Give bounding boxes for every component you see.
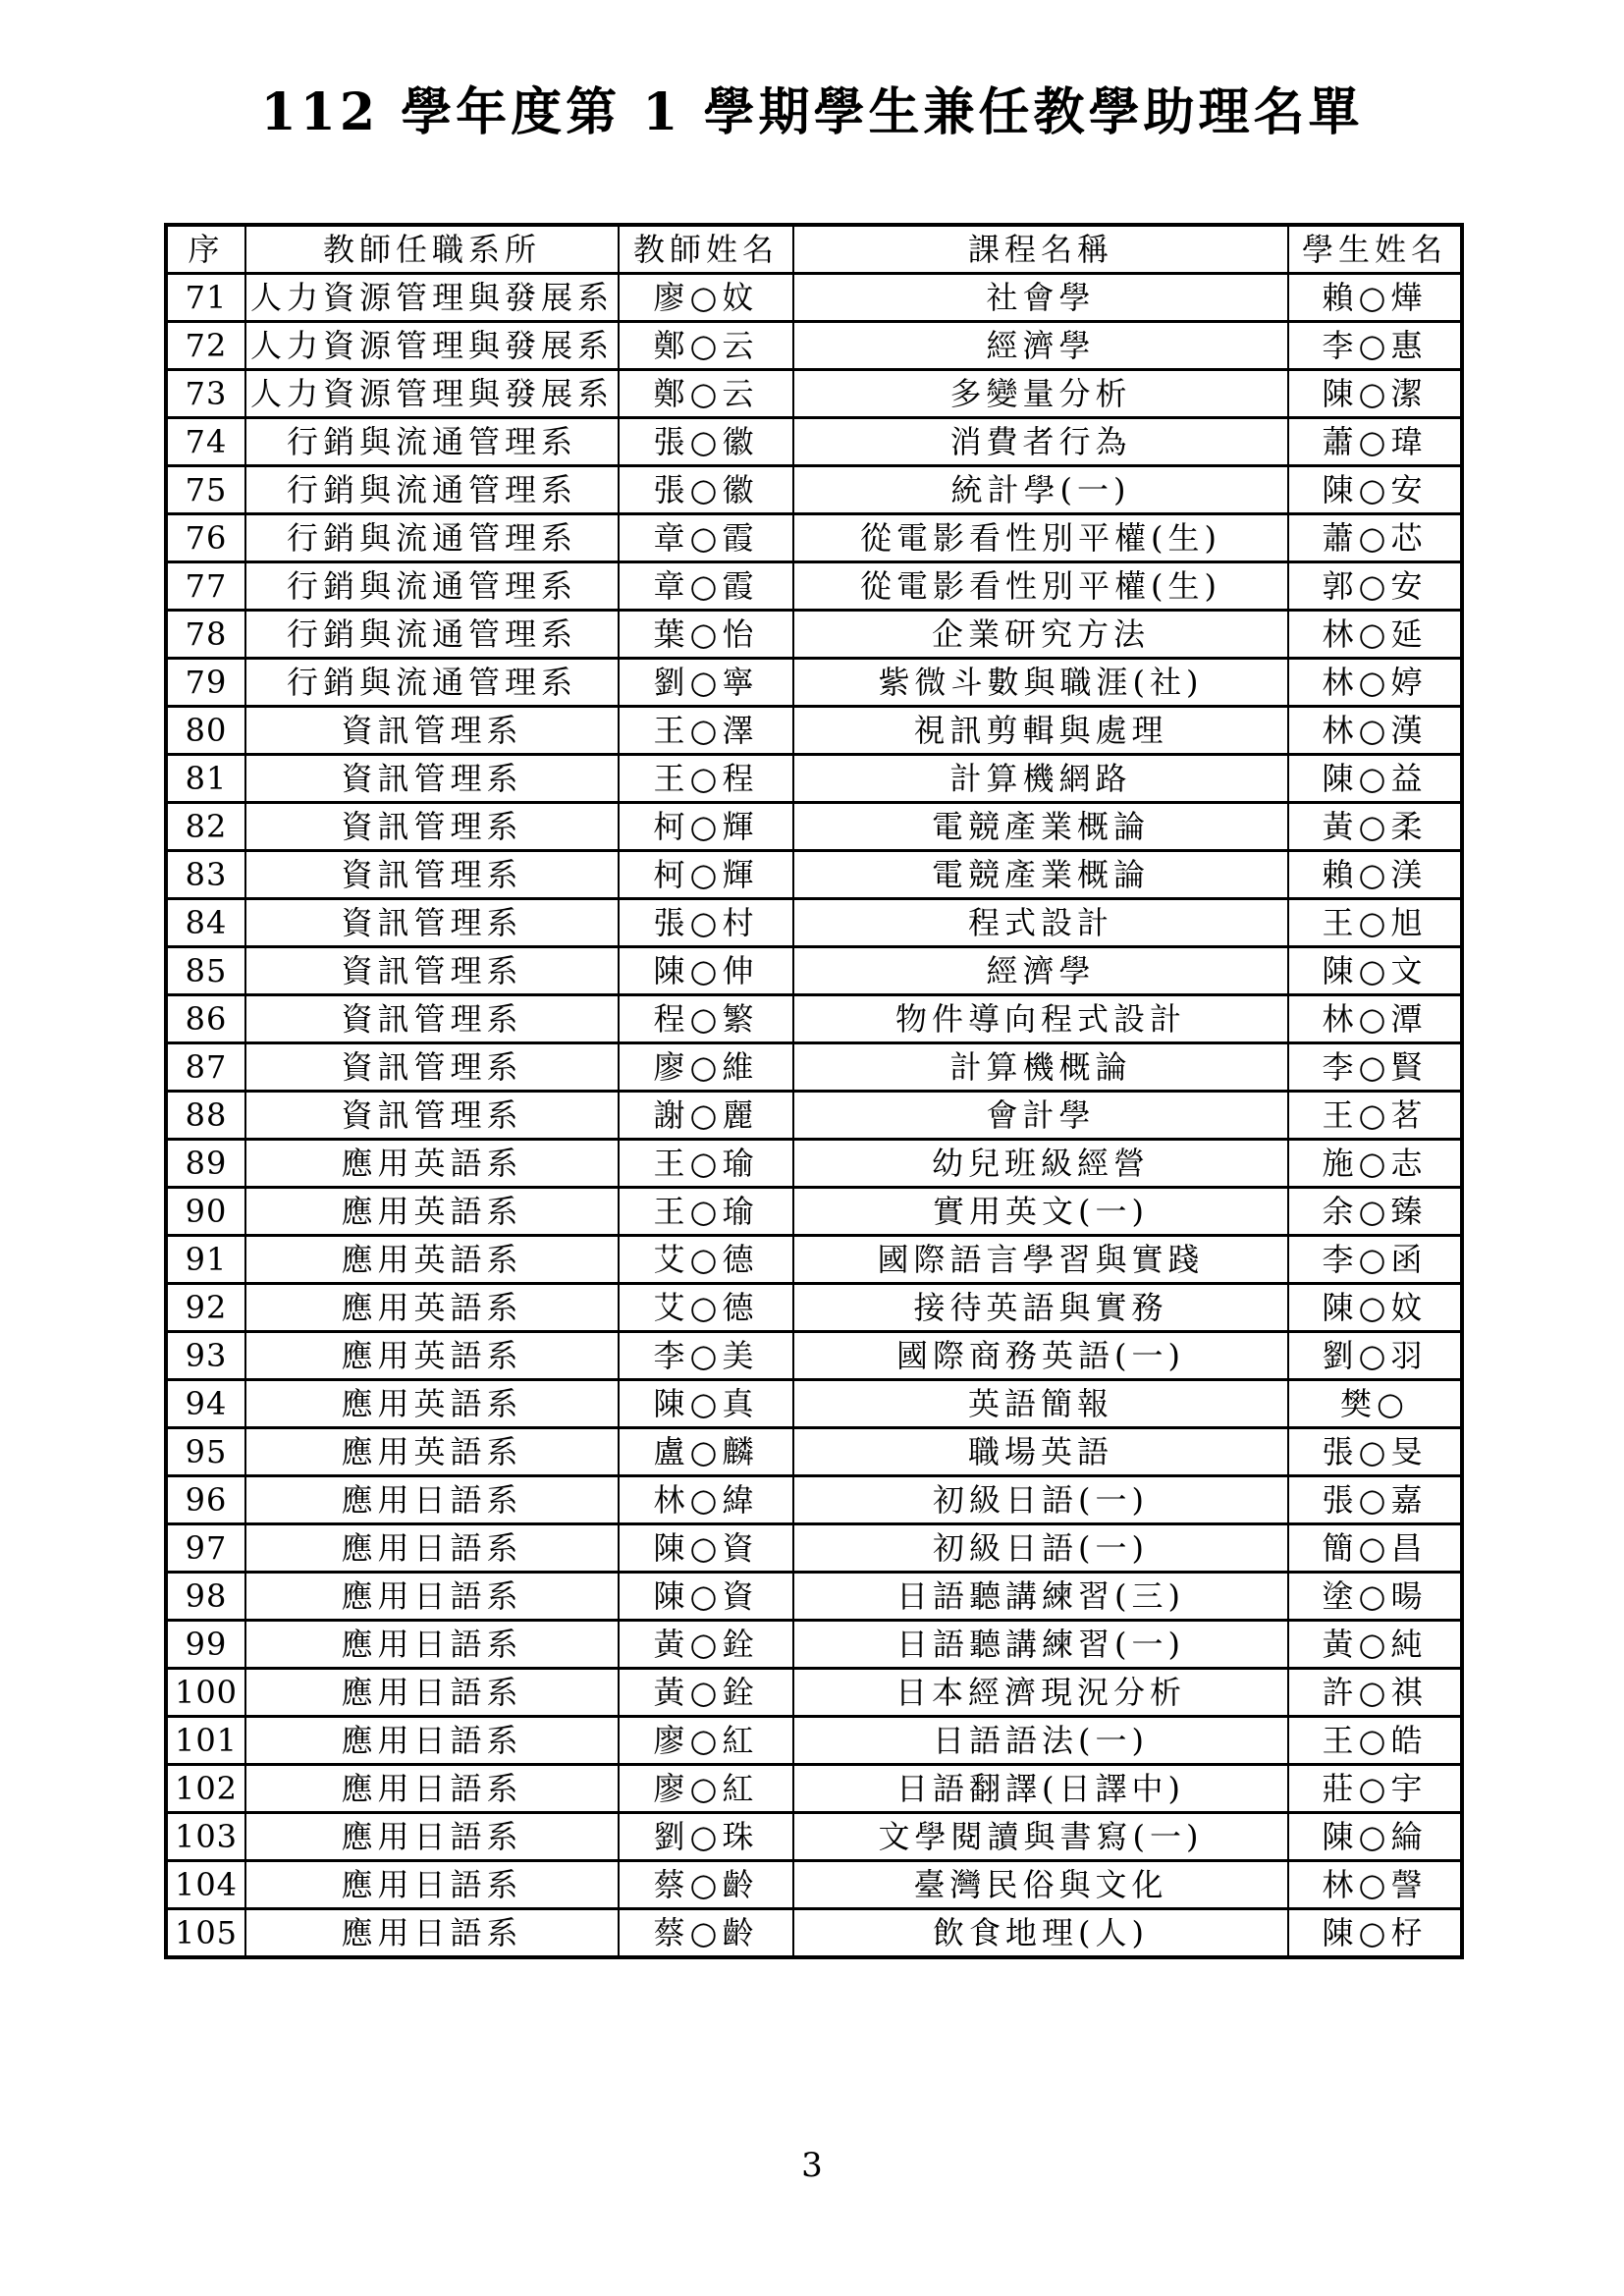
cell-department: 應用日語系 [245, 1909, 619, 1958]
cell-teacher: 王○程 [619, 755, 793, 803]
cell-course: 日語聽講練習(三) [793, 1573, 1288, 1621]
cell-seq: 79 [166, 659, 245, 707]
cell-department: 應用英語系 [245, 1380, 619, 1428]
cell-course: 電競產業概論 [793, 851, 1288, 899]
cell-seq: 98 [166, 1573, 245, 1621]
table-row [166, 1861, 1462, 1909]
cell-department: 行銷與流通管理系 [245, 611, 619, 659]
cell-student: 陳○安 [1288, 466, 1462, 514]
cell-teacher: 程○繁 [619, 995, 793, 1043]
table-row [166, 418, 1462, 466]
cell-course: 消費者行為 [793, 418, 1288, 466]
cell-seq: 100 [166, 1669, 245, 1717]
cell-department: 資訊管理系 [245, 947, 619, 995]
cell-teacher: 王○澤 [619, 707, 793, 755]
table-row [166, 1909, 1462, 1958]
cell-student: 王○茗 [1288, 1092, 1462, 1140]
cell-teacher: 葉○怡 [619, 611, 793, 659]
cell-teacher: 陳○資 [619, 1524, 793, 1573]
cell-teacher: 廖○紅 [619, 1717, 793, 1765]
table-row [166, 1717, 1462, 1765]
cell-department: 行銷與流通管理系 [245, 514, 619, 562]
cell-teacher: 廖○紅 [619, 1765, 793, 1813]
cell-department: 應用日語系 [245, 1861, 619, 1909]
cell-department: 資訊管理系 [245, 899, 619, 947]
table-row [166, 899, 1462, 947]
cell-student: 陳○文 [1288, 947, 1462, 995]
cell-teacher: 章○霞 [619, 562, 793, 611]
cell-department: 資訊管理系 [245, 995, 619, 1043]
table-row [166, 707, 1462, 755]
cell-seq: 105 [166, 1909, 245, 1958]
cell-student: 李○函 [1288, 1236, 1462, 1284]
cell-seq: 72 [166, 322, 245, 370]
col-header-seq: 序 [166, 225, 245, 274]
cell-course: 視訊剪輯與處理 [793, 707, 1288, 755]
cell-student: 莊○宇 [1288, 1765, 1462, 1813]
cell-course: 幼兒班級經營 [793, 1140, 1288, 1188]
cell-seq: 97 [166, 1524, 245, 1573]
table-row [166, 1669, 1462, 1717]
cell-student: 劉○羽 [1288, 1332, 1462, 1380]
table-row [166, 995, 1462, 1043]
cell-seq: 75 [166, 466, 245, 514]
cell-teacher: 張○徽 [619, 466, 793, 514]
cell-seq: 91 [166, 1236, 245, 1284]
cell-seq: 78 [166, 611, 245, 659]
cell-department: 應用日語系 [245, 1573, 619, 1621]
cell-seq: 103 [166, 1813, 245, 1861]
table-body [166, 274, 1462, 1958]
cell-course: 計算機概論 [793, 1043, 1288, 1092]
cell-course: 初級日語(一) [793, 1524, 1288, 1573]
cell-department: 應用日語系 [245, 1621, 619, 1669]
cell-teacher: 鄭○云 [619, 322, 793, 370]
cell-seq: 90 [166, 1188, 245, 1236]
table-row [166, 1428, 1462, 1476]
table-row [166, 466, 1462, 514]
cell-department: 應用英語系 [245, 1140, 619, 1188]
cell-seq: 84 [166, 899, 245, 947]
table-row [166, 1813, 1462, 1861]
cell-teacher: 廖○維 [619, 1043, 793, 1092]
cell-department: 行銷與流通管理系 [245, 659, 619, 707]
cell-course: 統計學(一) [793, 466, 1288, 514]
cell-teacher: 林○緯 [619, 1476, 793, 1524]
cell-student: 李○惠 [1288, 322, 1462, 370]
cell-student: 張○嘉 [1288, 1476, 1462, 1524]
cell-course: 紫微斗數與職涯(社) [793, 659, 1288, 707]
cell-department: 應用英語系 [245, 1428, 619, 1476]
cell-student: 簡○昌 [1288, 1524, 1462, 1573]
cell-student: 陳○益 [1288, 755, 1462, 803]
cell-course: 初級日語(一) [793, 1476, 1288, 1524]
cell-student: 陳○綸 [1288, 1813, 1462, 1861]
cell-course: 飲食地理(人) [793, 1909, 1288, 1958]
cell-teacher: 謝○麗 [619, 1092, 793, 1140]
table-row [166, 514, 1462, 562]
cell-department: 人力資源管理與發展系 [245, 322, 619, 370]
cell-department: 行銷與流通管理系 [245, 466, 619, 514]
cell-department: 應用日語系 [245, 1669, 619, 1717]
col-header-teacher: 教師姓名 [619, 225, 793, 274]
cell-course: 國際語言學習與實踐 [793, 1236, 1288, 1284]
table-row [166, 1524, 1462, 1573]
cell-student: 賴○渼 [1288, 851, 1462, 899]
table-row [166, 1284, 1462, 1332]
cell-seq: 101 [166, 1717, 245, 1765]
table-row [166, 1236, 1462, 1284]
cell-teacher: 蔡○齡 [619, 1861, 793, 1909]
table-row [166, 1043, 1462, 1092]
table-row [166, 1476, 1462, 1524]
cell-department: 資訊管理系 [245, 803, 619, 851]
cell-student: 黃○純 [1288, 1621, 1462, 1669]
cell-student: 郭○安 [1288, 562, 1462, 611]
table-row [166, 562, 1462, 611]
cell-student: 塗○暘 [1288, 1573, 1462, 1621]
table-row [166, 1188, 1462, 1236]
cell-student: 張○旻 [1288, 1428, 1462, 1476]
cell-seq: 99 [166, 1621, 245, 1669]
cell-teacher: 柯○輝 [619, 851, 793, 899]
cell-teacher: 王○瑜 [619, 1188, 793, 1236]
cell-course: 日語聽講練習(一) [793, 1621, 1288, 1669]
cell-department: 應用日語系 [245, 1476, 619, 1524]
cell-teacher: 劉○寧 [619, 659, 793, 707]
cell-department: 人力資源管理與發展系 [245, 274, 619, 322]
cell-seq: 104 [166, 1861, 245, 1909]
table-row [166, 1621, 1462, 1669]
cell-seq: 95 [166, 1428, 245, 1476]
cell-seq: 94 [166, 1380, 245, 1428]
cell-course: 實用英文(一) [793, 1188, 1288, 1236]
cell-teacher: 陳○真 [619, 1380, 793, 1428]
cell-department: 應用英語系 [245, 1236, 619, 1284]
cell-seq: 74 [166, 418, 245, 466]
header-row [166, 225, 1462, 274]
page-title: 112 學年度第 1 學期學生兼任教學助理名單 [260, 82, 1364, 142]
cell-department: 應用英語系 [245, 1284, 619, 1332]
cell-course: 社會學 [793, 274, 1288, 322]
cell-course: 計算機網路 [793, 755, 1288, 803]
cell-teacher: 張○村 [619, 899, 793, 947]
page-number: 3 [801, 2146, 823, 2185]
cell-student: 賴○燁 [1288, 274, 1462, 322]
cell-department: 應用英語系 [245, 1188, 619, 1236]
cell-seq: 88 [166, 1092, 245, 1140]
cell-department: 應用日語系 [245, 1717, 619, 1765]
cell-teacher: 劉○珠 [619, 1813, 793, 1861]
cell-seq: 80 [166, 707, 245, 755]
table-row [166, 659, 1462, 707]
cell-department: 資訊管理系 [245, 851, 619, 899]
cell-student: 蕭○瑋 [1288, 418, 1462, 466]
cell-student: 林○漢 [1288, 707, 1462, 755]
cell-student: 林○婷 [1288, 659, 1462, 707]
cell-teacher: 艾○德 [619, 1284, 793, 1332]
cell-course: 職場英語 [793, 1428, 1288, 1476]
cell-course: 多變量分析 [793, 370, 1288, 418]
cell-seq: 102 [166, 1765, 245, 1813]
cell-course: 電競產業概論 [793, 803, 1288, 851]
table-row [166, 322, 1462, 370]
cell-student: 陳○妏 [1288, 1284, 1462, 1332]
cell-seq: 93 [166, 1332, 245, 1380]
cell-student: 李○賢 [1288, 1043, 1462, 1092]
cell-department: 資訊管理系 [245, 1043, 619, 1092]
cell-student: 樊○ [1288, 1380, 1462, 1428]
cell-course: 日本經濟現況分析 [793, 1669, 1288, 1717]
cell-course: 文學閱讀與書寫(一) [793, 1813, 1288, 1861]
cell-course: 企業研究方法 [793, 611, 1288, 659]
cell-course: 會計學 [793, 1092, 1288, 1140]
cell-department: 人力資源管理與發展系 [245, 370, 619, 418]
cell-student: 林○潭 [1288, 995, 1462, 1043]
cell-course: 日語翻譯(日譯中) [793, 1765, 1288, 1813]
cell-teacher: 盧○麟 [619, 1428, 793, 1476]
cell-course: 臺灣民俗與文化 [793, 1861, 1288, 1909]
cell-seq: 76 [166, 514, 245, 562]
cell-student: 陳○潔 [1288, 370, 1462, 418]
table-row [166, 1765, 1462, 1813]
cell-course: 接待英語與實務 [793, 1284, 1288, 1332]
table-row [166, 274, 1462, 322]
cell-department: 應用英語系 [245, 1332, 619, 1380]
cell-teacher: 李○美 [619, 1332, 793, 1380]
cell-seq: 73 [166, 370, 245, 418]
cell-course: 物件導向程式設計 [793, 995, 1288, 1043]
cell-course: 日語語法(一) [793, 1717, 1288, 1765]
col-header-department: 教師任職系所 [245, 225, 619, 274]
cell-teacher: 廖○妏 [619, 274, 793, 322]
cell-course: 經濟學 [793, 947, 1288, 995]
cell-department: 資訊管理系 [245, 755, 619, 803]
cell-seq: 85 [166, 947, 245, 995]
cell-student: 施○志 [1288, 1140, 1462, 1188]
cell-course: 從電影看性別平權(生) [793, 562, 1288, 611]
cell-teacher: 柯○輝 [619, 803, 793, 851]
cell-teacher: 黃○銓 [619, 1621, 793, 1669]
cell-seq: 77 [166, 562, 245, 611]
table-row [166, 1092, 1462, 1140]
ta-roster-table [164, 223, 1464, 1959]
cell-department: 資訊管理系 [245, 707, 619, 755]
cell-teacher: 陳○伸 [619, 947, 793, 995]
cell-student: 王○旭 [1288, 899, 1462, 947]
cell-student: 黃○柔 [1288, 803, 1462, 851]
cell-seq: 71 [166, 274, 245, 322]
table-row [166, 370, 1462, 418]
cell-department: 應用日語系 [245, 1813, 619, 1861]
cell-teacher: 蔡○齡 [619, 1909, 793, 1958]
cell-teacher: 鄭○云 [619, 370, 793, 418]
cell-course: 英語簡報 [793, 1380, 1288, 1428]
cell-department: 資訊管理系 [245, 1092, 619, 1140]
cell-teacher: 張○徽 [619, 418, 793, 466]
table-row [166, 851, 1462, 899]
cell-course: 國際商務英語(一) [793, 1332, 1288, 1380]
cell-department: 應用日語系 [245, 1765, 619, 1813]
cell-course: 經濟學 [793, 322, 1288, 370]
table-row [166, 1380, 1462, 1428]
cell-seq: 87 [166, 1043, 245, 1092]
cell-student: 余○臻 [1288, 1188, 1462, 1236]
cell-department: 行銷與流通管理系 [245, 418, 619, 466]
cell-seq: 92 [166, 1284, 245, 1332]
cell-student: 許○祺 [1288, 1669, 1462, 1717]
cell-department: 應用日語系 [245, 1524, 619, 1573]
cell-seq: 86 [166, 995, 245, 1043]
cell-teacher: 陳○資 [619, 1573, 793, 1621]
cell-student: 王○皓 [1288, 1717, 1462, 1765]
cell-course: 從電影看性別平權(生) [793, 514, 1288, 562]
cell-teacher: 艾○德 [619, 1236, 793, 1284]
cell-seq: 83 [166, 851, 245, 899]
cell-seq: 81 [166, 755, 245, 803]
table-row [166, 1573, 1462, 1621]
cell-seq: 82 [166, 803, 245, 851]
col-header-student: 學生姓名 [1288, 225, 1462, 274]
cell-teacher: 王○瑜 [619, 1140, 793, 1188]
cell-student: 林○謦 [1288, 1861, 1462, 1909]
table-row [166, 755, 1462, 803]
table-row [166, 611, 1462, 659]
table-row [166, 803, 1462, 851]
table-row [166, 947, 1462, 995]
cell-student: 蕭○芯 [1288, 514, 1462, 562]
cell-student: 陳○杍 [1288, 1909, 1462, 1958]
table-row [166, 1140, 1462, 1188]
cell-student: 林○延 [1288, 611, 1462, 659]
col-header-course: 課程名稱 [793, 225, 1288, 274]
cell-seq: 96 [166, 1476, 245, 1524]
cell-teacher: 黃○銓 [619, 1669, 793, 1717]
cell-department: 行銷與流通管理系 [245, 562, 619, 611]
cell-course: 程式設計 [793, 899, 1288, 947]
cell-teacher: 章○霞 [619, 514, 793, 562]
cell-seq: 89 [166, 1140, 245, 1188]
table-row [166, 1332, 1462, 1380]
